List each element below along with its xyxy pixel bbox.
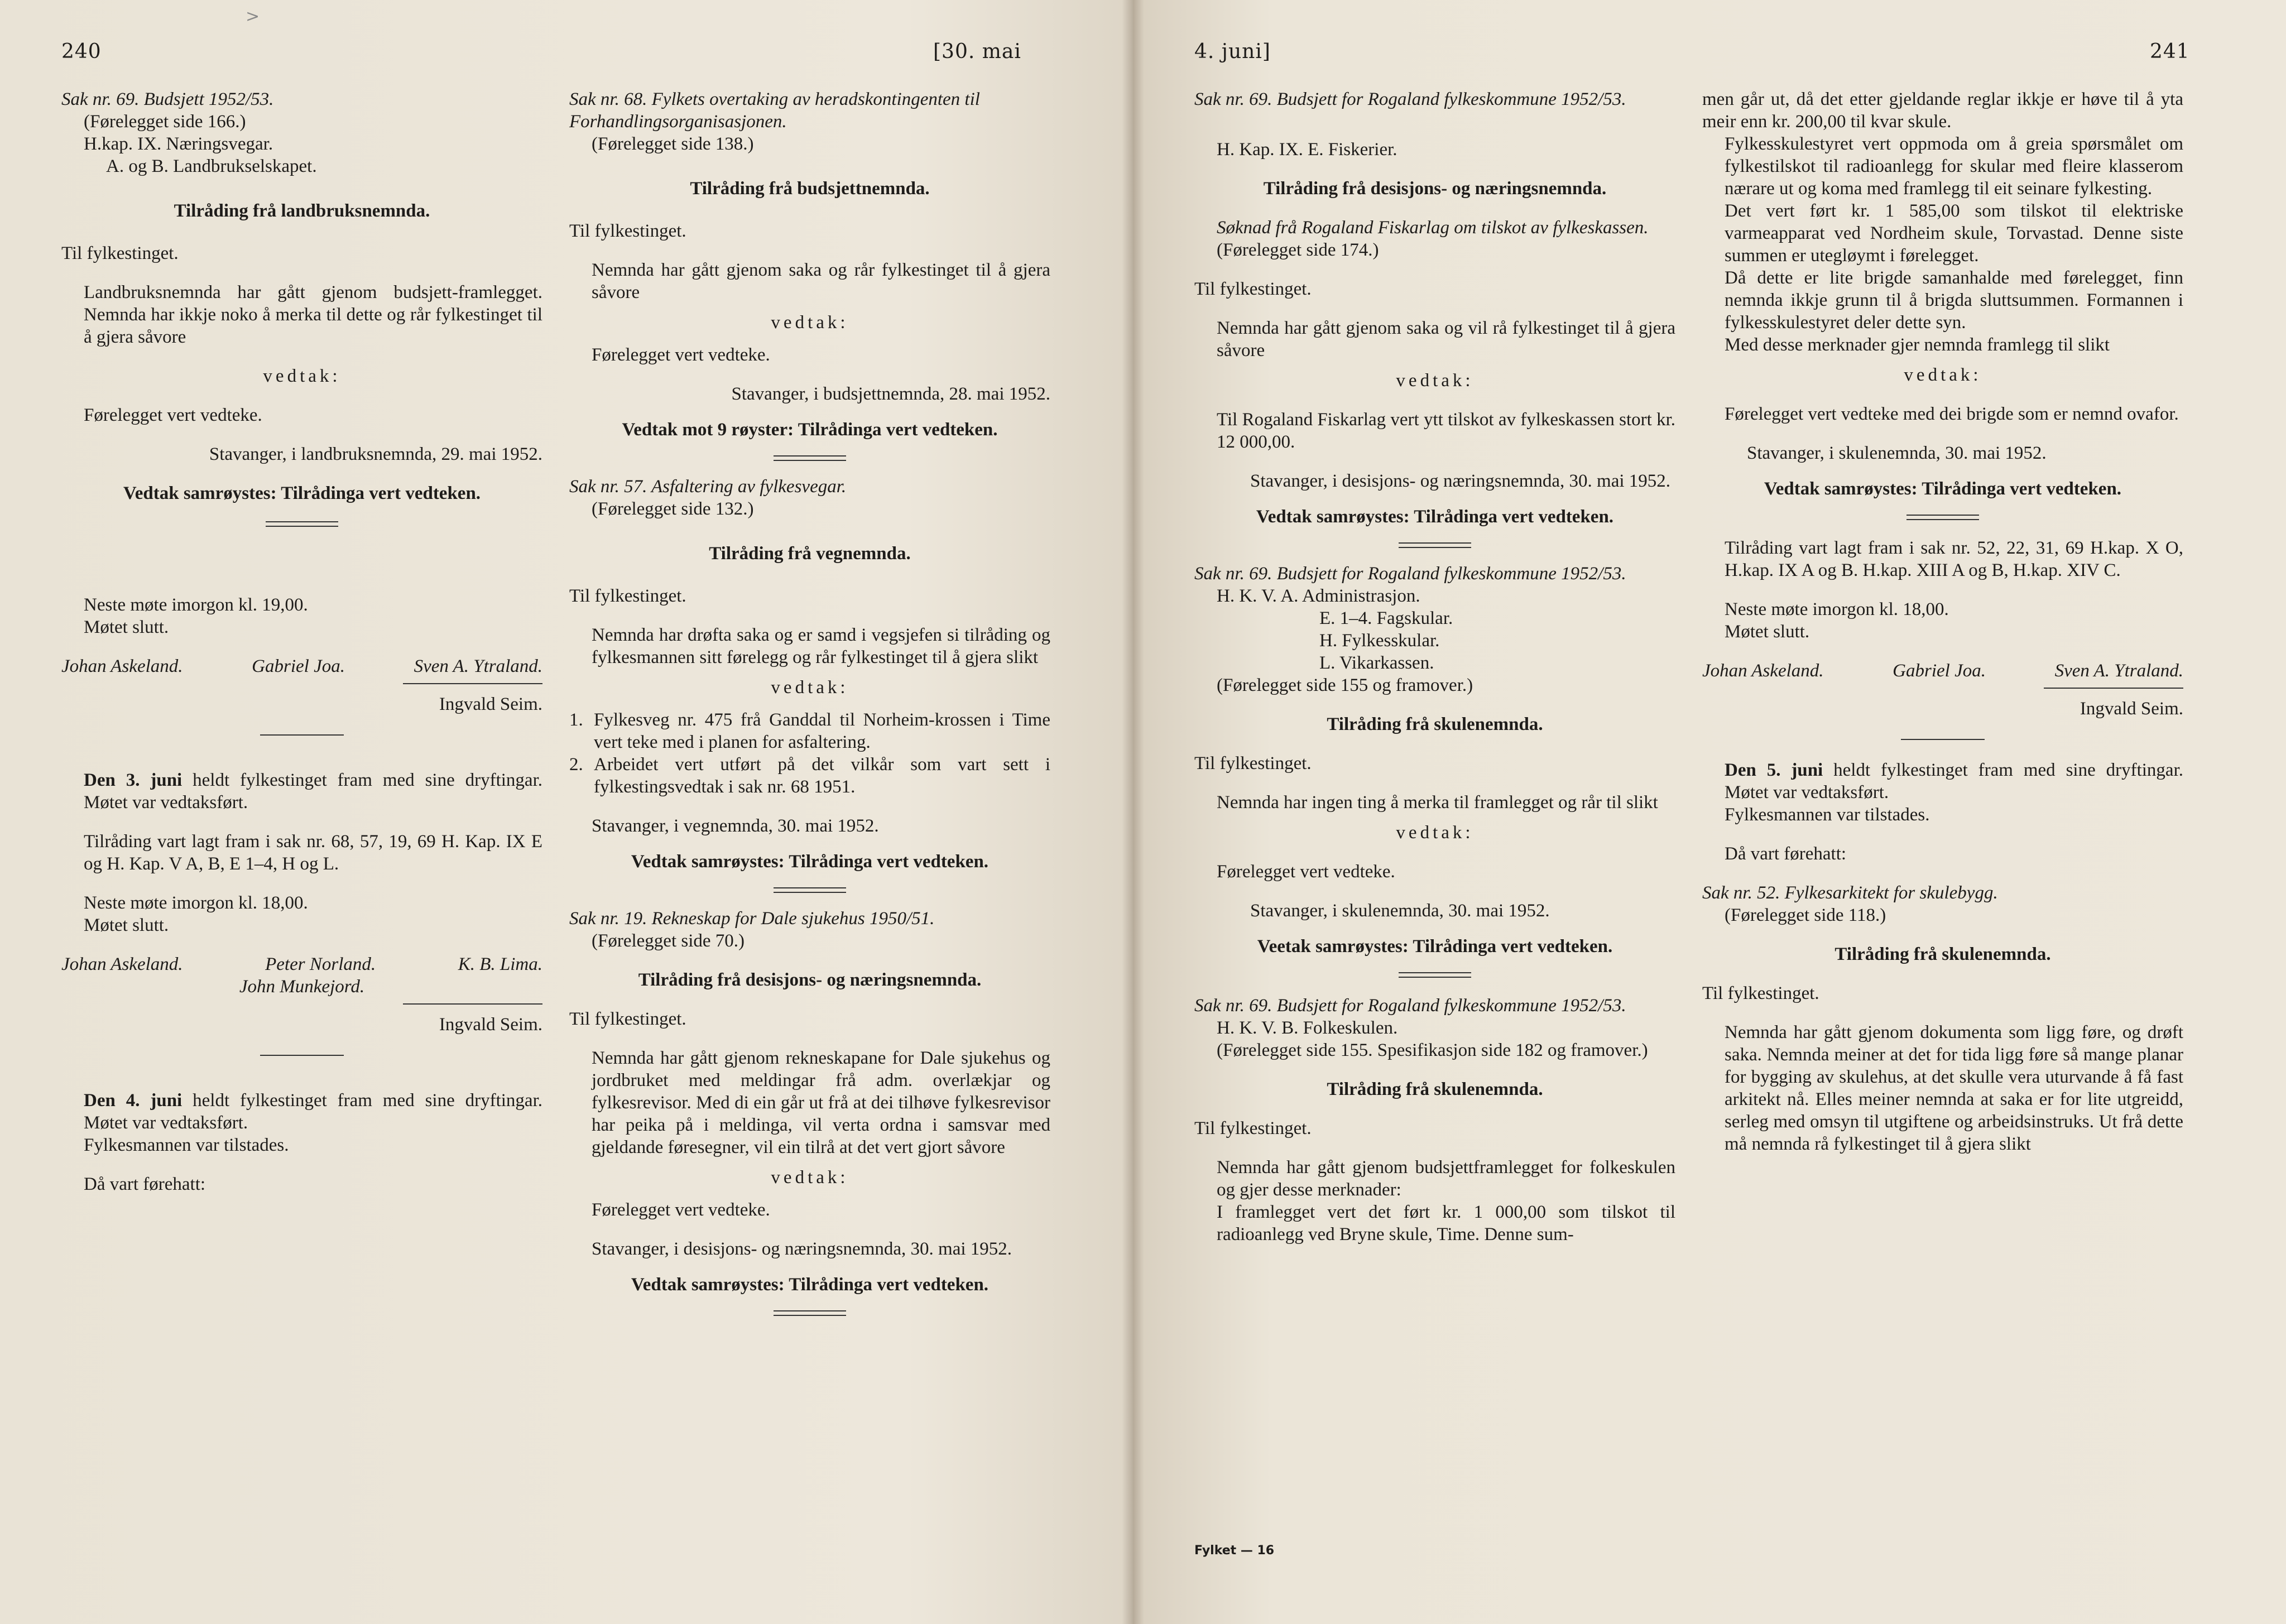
session-date: Den 3. juni [84, 770, 183, 790]
case-title: Sak nr. 52. Fylkesarkitekt for skulebygg. [1702, 883, 1998, 903]
chapter-line: L. Vikarkassen. [1319, 653, 1434, 673]
vote-result: Vedtak mot 9 røyster: Tilrådinga vert vedteken. [622, 420, 998, 440]
case-ref: (Førelegget side 174.) [1217, 240, 1379, 260]
next-meeting: Neste møte imorgon kl. 19,00. [84, 595, 308, 615]
place-date: Stavanger, i skulenemnda, 30. mai 1952. [1250, 901, 1550, 921]
double-rule [1399, 972, 1471, 978]
left-column-1 [61, 88, 542, 1195]
list-text: Fylkesveg nr. 475 frå Ganddal til Norheim-krossen i Time vert teke med i planen for asfaltering. [594, 710, 1050, 752]
session-entry [61, 769, 542, 814]
margin-mark: > [246, 7, 260, 26]
signature: John Munkejord. [239, 977, 365, 997]
place-date: Stavanger, i desisjons- og næringsnemnda, 30. mai 1952. [592, 1239, 1012, 1259]
single-rule [260, 734, 344, 736]
session-text: heldt fylkestinget fram med sine dryftingar. Møtet var vedtaksført. [84, 1090, 542, 1133]
next-meeting: Neste møte imorgon kl. 18,00. [84, 893, 308, 913]
body-text: Då dette er lite brigde samanhalde med førelegget, finn nemnda ikkje grunn til å brigda sluttsummen. Formannen i fylkesskulestyret deler dette syn. [1725, 268, 2183, 333]
double-rule [266, 521, 338, 527]
chapter-line: H. K. V. B. Folkeskulen. [1217, 1018, 1398, 1038]
addressee: Til fylkestinget. [1194, 753, 1312, 773]
chapter-line: E. 1–4. Fagskular. [1319, 608, 1453, 628]
place-date: Stavanger, i budsjettnemnda, 28. mai 1952. [731, 384, 1050, 404]
vote-result: Vedtak samrøystes: Tilrådinga vert vedteken. [1256, 507, 1614, 527]
list-number: 1. [569, 710, 583, 730]
vote-result: Vedtak samrøystes: Tilrådinga vert vedteken. [1764, 479, 2122, 499]
page-number-left: 240 [61, 40, 102, 63]
body-text: Nemnda har drøfta saka og er samd i vegsjefen si tilråding og fylkesmannen sitt førelegg og rår fylkestinget til å gjera slikt [592, 625, 1050, 667]
signature: K. B. Lima. [458, 954, 542, 974]
vedtak-label: vedtak: [771, 678, 849, 698]
session-text: heldt fylkestinget fram med sine dryftingar. Møtet var vedtaksført. [84, 770, 542, 813]
page-date-right: 4. juni] [1194, 40, 1271, 63]
signature: Gabriel Joa. [252, 656, 345, 676]
vedtak-label: vedtak: [1396, 371, 1474, 391]
decision-text: Førelegget vert vedteke. [1217, 862, 1395, 882]
place-date: Stavanger, i desisjons- og næringsnemnda, 30. mai 1952. [1250, 471, 1671, 491]
secretary-signature: Ingvald Seim. [439, 694, 542, 714]
body-text: I framlegget vert det ført kr. 1 000,00 som tilskot til radioanlegg ved Bryne skule, Time. Denne sum- [1217, 1202, 1675, 1245]
double-rule [1906, 515, 1979, 520]
body-text: Det vert ført kr. 1 585,00 som tilskot til elektriske varmeapparat ved Nordheim skule, Torvastad. Denne siste summen er utegløymt i førelegget. [1725, 201, 2183, 266]
meeting-end: Møtet slutt. [84, 915, 169, 935]
body-text: Nemnda har gått gjenom budsjettframlegget for folkeskulen og gjer desse merknader: [1217, 1157, 1675, 1200]
signature: Sven A. Ytraland. [414, 656, 542, 676]
decision-text: Til Rogaland Fiskarlag vert ytt tilskot av fylkeskassen stort kr. 12 000,00. [1217, 410, 1675, 452]
decision-text: Førelegget vert vedteke. [84, 405, 262, 425]
signature: Sven A. Ytraland. [2054, 661, 2183, 681]
list-item [569, 709, 1050, 753]
double-rule [774, 455, 846, 461]
single-rule [260, 1055, 344, 1056]
decision-text: Førelegget vert vedteke med dei brigde som er nemnd ovafor. [1725, 404, 2179, 424]
signature: Gabriel Joa. [1893, 661, 1986, 681]
vote-result: Vedtak samrøystes: Tilrådinga vert vedteken. [631, 1275, 989, 1295]
place-date: Stavanger, i vegnemnda, 30. mai 1952. [592, 816, 879, 836]
signature: Johan Askeland. [61, 656, 183, 676]
signatures [61, 655, 542, 678]
case-ref: (Førelegget side 118.) [1725, 905, 1886, 925]
secretary-signature: Ingvald Seim. [2080, 699, 2183, 719]
list-number: 2. [569, 755, 583, 775]
decision-text: Førelegget vert vedteke. [592, 345, 770, 365]
recommendation-summary: Tilråding vart lagt fram i sak nr. 52, 22, 31, 69 H.kap. X O, H.kap. IX A og B. H.kap. XIII A og B, H.kap. XIV C. [1725, 538, 2183, 580]
application-title: Søknad frå Rogaland Fiskarlag om tilskot av fylkeskassen. [1217, 218, 1649, 238]
section-heading: Tilråding frå desisjons- og næringsnemnda. [638, 970, 982, 990]
right-column-2 [1702, 88, 2183, 1155]
page-date-left: [30. mai [933, 40, 1021, 63]
case-subchapter: A. og B. Landbrukselskapet. [106, 156, 317, 176]
decision-text: Førelegget vert vedteke. [592, 1200, 770, 1220]
session-entry [61, 1089, 542, 1134]
vedtak-label: vedtak: [1904, 365, 1982, 385]
body-text: Nemnda har gått gjenom rekneskapane for Dale sjukehus og jordbruket med meldingar frå adm. overlækjar og fylkesrevisor. Med di ein går ut frå at dei tilhøve fylkesrevisor har peika på i meldinga, vil verta ordna i samsvar med gjeldande føresegner, vil ein tilrå at det vert gjort såvore [592, 1048, 1050, 1157]
body-text: Nemnda har gått gjenom dokumenta som ligg føre, og drøft saka. Nemnda meiner at det for tida ligg føre så mange planar for bygging av skulehus, at det skulle vera uturvande å få fast arkitekt nå. Elles meiner nemnda at saka er for lite utgreidd, serleg med omsyn til utgiftene og arbeidsinstruks. Ut frå dette må nemnda rå fylkestinget til å gjera slikt [1725, 1022, 2183, 1154]
session-date: Den 5. juni [1725, 760, 1823, 780]
case-ref: (Førelegget side 138.) [592, 134, 754, 154]
addressee: Til fylkestinget. [1194, 279, 1312, 299]
signature: Johan Askeland. [61, 954, 183, 974]
vote-result: Vedtak samrøystes: Tilrådinga vert vedteken. [631, 852, 989, 872]
body-text: Med desse merknader gjer nemnda framlegg til slikt [1725, 335, 2110, 355]
vote-result: Veetak samrøystes: Tilrådinga vert vedteken. [1257, 936, 1613, 957]
chapter-line: H. K. V. A. Administrasjon. [1217, 586, 1420, 606]
body-text: Landbruksnemnda har gått gjenom budsjett-framlegget. Nemnda har ikkje noko å merka til dette og rår fylkestinget til å gjera såvore [84, 282, 542, 347]
double-rule [774, 1310, 846, 1316]
case-chapter: H.kap. IX. Næringsvegar. [84, 134, 273, 154]
case-title: Sak nr. 69. Budsjett for Rogaland fylkeskommune 1952/53. [1194, 564, 1626, 584]
session-text: heldt fylkestinget fram med sine dryftingar. Møtet var vedtaksført. [1725, 760, 2183, 803]
body-text: men går ut, då det etter gjeldande reglar ikkje er høve til å yta meir enn kr. 200,00 til kvar skule. [1702, 89, 2183, 132]
addressee: Til fylkestinget. [569, 586, 686, 606]
decision-list [569, 709, 1050, 798]
page-footer: Fylket — 16 [1194, 1544, 1275, 1558]
signatures [61, 953, 542, 976]
case-ref: (Førelegget side 70.) [592, 931, 745, 951]
case-title: Sak nr. 69. Budsjett 1952/53. [61, 89, 274, 109]
recommendation-summary: Tilråding vart lagt fram i sak nr. 68, 57, 19, 69 H. Kap. IX E og H. Kap. V A, B, E 1–4, H og L. [84, 832, 542, 874]
signature: Peter Norland. [265, 954, 376, 974]
addressee: Til fylkestinget. [61, 243, 179, 263]
signature-line [2044, 688, 2183, 689]
vedtak-label: vedtak: [263, 366, 341, 386]
vote-result: Vedtak samrøystes: Tilrådinga vert vedteken. [123, 483, 481, 503]
meeting-end: Møtet slutt. [84, 617, 169, 637]
chapter-line: H. Fylkesskular. [1319, 631, 1440, 651]
right-column-1 [1194, 88, 1675, 1246]
session-entry [1702, 759, 2183, 804]
section-heading: Tilråding frå skulenemnda. [1834, 944, 2051, 964]
governor-present: Fylkesmannen var tilstades. [1725, 805, 1930, 825]
addressee: Til fylkestinget. [1194, 1118, 1312, 1138]
body-text: Nemnda har gått gjenom saka og rår fylkestinget til å gjera såvore [592, 260, 1050, 302]
page-number-right: 241 [2150, 40, 2190, 63]
signature-line [403, 683, 542, 684]
case-title: Sak nr. 68. Fylkets overtaking av heradskontingenten til Forhandlingsorganisasjonen. [569, 89, 980, 132]
case-title: Sak nr. 69. Budsjett for Rogaland fylkeskommune 1952/53. [1194, 89, 1626, 109]
case-chapter: H. Kap. IX. E. Fiskerier. [1217, 140, 1397, 160]
case-ref: (Førelegget side 132.) [592, 499, 754, 519]
list-item [569, 753, 1050, 798]
case-ref: (Førelegget side 155. Spesifikasjon side 182 og framover.) [1217, 1040, 1648, 1060]
section-heading: Tilråding frå desisjons- og næringsnemnda. [1263, 179, 1607, 199]
body-text: Fylkesskulestyret vert oppmoda om å greia spørsmålet om fylkestilskot til radioanlegg for skular med fleire klasserom nærare ut og koma med framlegg til eit seinare fylkesting. [1725, 134, 2183, 199]
vedtak-label: vedtak: [771, 313, 849, 333]
agenda-intro: Då vart førehatt: [84, 1174, 206, 1194]
double-rule [774, 887, 846, 893]
signatures [1702, 660, 2183, 682]
signature-line [403, 1003, 542, 1005]
case-ref: (Førelegget side 166.) [84, 112, 246, 132]
section-heading: Tilråding frå skulenemnda. [1327, 1079, 1543, 1099]
meeting-end: Møtet slutt. [1725, 622, 1810, 642]
section-heading: Tilråding frå vegnemnda. [709, 544, 911, 564]
double-rule [1399, 542, 1471, 548]
session-date: Den 4. juni [84, 1090, 183, 1111]
list-text: Arbeidet vert utført på det vilkår som vart sett i fylkestingsvedtak i sak nr. 68 1951. [594, 755, 1050, 797]
body-text: Nemnda har gått gjenom saka og vil rå fylkestinget til å gjera såvore [1217, 318, 1675, 361]
addressee: Til fylkestinget. [1702, 983, 1819, 1003]
addressee: Til fylkestinget. [569, 1009, 686, 1029]
case-title: Sak nr. 57. Asfaltering av fylkesvegar. [569, 477, 847, 497]
left-column-2 [569, 88, 1050, 1330]
next-meeting: Neste møte imorgon kl. 18,00. [1725, 599, 1949, 619]
signature: Johan Askeland. [1702, 661, 1824, 681]
governor-present: Fylkesmannen var tilstades. [84, 1135, 289, 1155]
agenda-intro: Då vart førehatt: [1725, 844, 1847, 864]
section-heading: Tilråding frå landbruksnemnda. [174, 201, 430, 221]
place-date: Stavanger, i skulenemnda, 30. mai 1952. [1747, 443, 2047, 463]
addressee: Til fylkestinget. [569, 221, 686, 241]
section-heading: Tilråding frå skulenemnda. [1327, 714, 1543, 734]
case-title: Sak nr. 69. Budsjett for Rogaland fylkeskommune 1952/53. [1194, 996, 1626, 1016]
book-gutter [1122, 0, 1144, 1624]
vedtak-label: vedtak: [771, 1167, 849, 1188]
place-date: Stavanger, i landbruksnemnda, 29. mai 1952. [209, 444, 542, 464]
body-text: Nemnda har ingen ting å merka til framlegget og rår til slikt [1217, 792, 1658, 813]
vedtak-label: vedtak: [1396, 823, 1474, 843]
single-rule [1901, 739, 1985, 740]
case-ref: (Førelegget side 155 og framover.) [1217, 675, 1473, 695]
section-heading: Tilråding frå budsjettnemnda. [690, 179, 930, 199]
secretary-signature: Ingvald Seim. [439, 1015, 542, 1035]
case-title: Sak nr. 19. Rekneskap for Dale sjukehus 1950/51. [569, 909, 935, 929]
